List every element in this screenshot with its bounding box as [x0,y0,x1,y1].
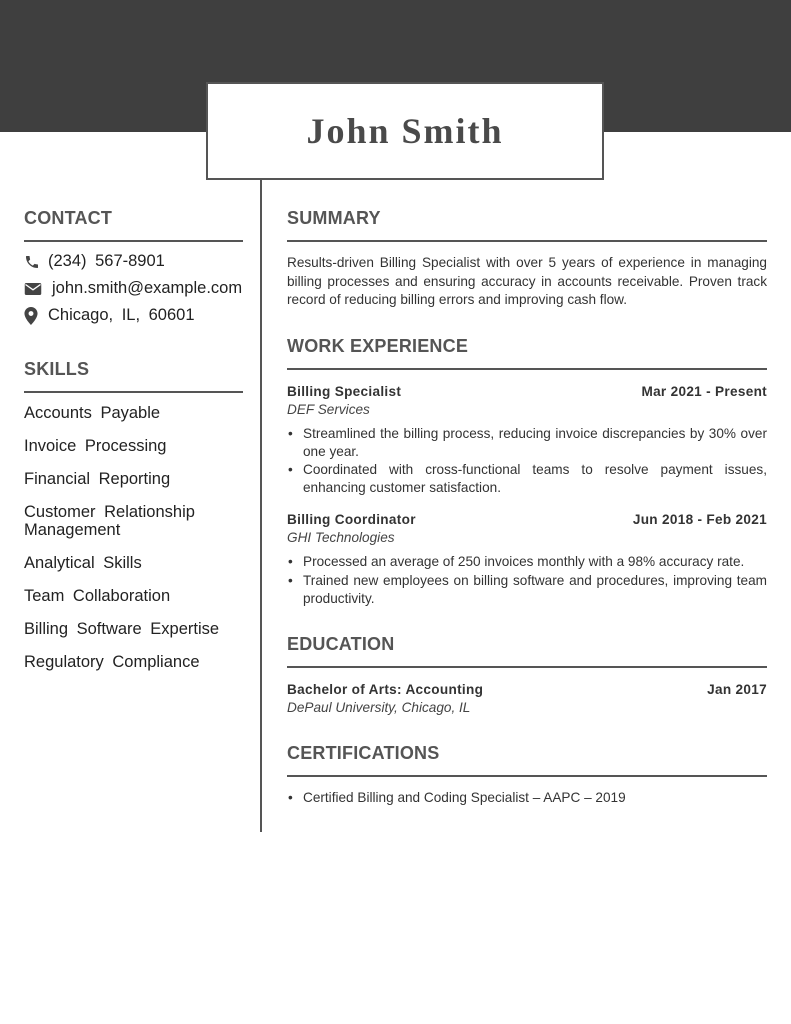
candidate-name: John Smith [306,111,504,151]
bullet-item: • Processed an average of 250 invoices monthly with a 98% accuracy rate. [287,553,767,571]
skill-item: Team Collaboration [24,587,171,605]
skill-item: Customer Relationship Management [24,503,195,539]
school: DePaul University, Chicago, IL [287,699,471,715]
skill-item: Invoice Processing [24,437,167,455]
skills-heading: SKILLS [24,359,243,393]
bullet-item: • Streamlined the billing process, reducing invoice discrepancies by 30% over one year. [287,425,767,461]
education-entry [287,681,767,717]
experience-heading: WORK EXPERIENCE [287,336,767,370]
job-company: DEF Services [287,401,370,417]
skill-item: Analytical Skills [24,554,142,572]
education-heading: EDUCATION [287,634,767,668]
job-bullets [287,553,767,608]
degree: Bachelor of Arts: Accounting [287,681,484,697]
job-dates: Jun 2018 - Feb 2021 [632,512,767,528]
job-dates: Mar 2021 - Present [641,383,767,399]
contact-email [24,279,243,298]
skills-section [24,359,243,671]
skill-item: Accounts Payable [24,404,161,422]
job-header [287,511,767,529]
column-divider [260,180,262,832]
experience-section [287,336,767,608]
location-text: Chicago, IL, 60601 [48,306,195,324]
summary-section [287,208,767,310]
education-section [287,634,767,717]
education-date: Jan 2017 [707,681,767,697]
left-column [24,208,243,686]
contact-location [24,306,243,325]
job-bullets [287,425,767,498]
right-column [287,208,767,807]
contact-phone [24,252,243,271]
education-header [287,681,767,699]
summary-text: Results-driven Billing Specialist with over 5 years of experience in managing billing processes and ensuring accuracy in accounts receivable. Proven track record of reducing billing errors and improving cash flow. [287,255,767,307]
contact-heading: CONTACT [24,208,243,242]
bullet-item: • Coordinated with cross-functional teams to resolve payment issues, enhancing customer satisfaction. [287,461,767,497]
skill-item: Financial Reporting [24,470,171,488]
name-box [206,82,604,180]
job-entry [287,511,767,608]
certifications-section [287,743,767,807]
job-header [287,383,767,401]
bullet-item: • Trained new employees on billing software and procedures, improving team productivity. [287,572,767,608]
phone-icon [24,252,48,271]
envelope-icon [24,279,52,298]
job-entry [287,383,767,498]
certification-list [287,789,767,807]
job-role: Billing Coordinator [287,512,416,528]
phone-text: (234) 567-8901 [48,252,165,270]
skill-item: Billing Software Expertise [24,620,220,638]
map-pin-icon [24,306,48,325]
summary-heading: SUMMARY [287,208,767,242]
skill-list [24,404,243,671]
certifications-heading: CERTIFICATIONS [287,743,767,777]
skill-item: Regulatory Compliance [24,653,200,671]
contact-list [24,252,243,325]
email-text: john.smith@example.com [52,279,243,297]
certification-item: • Certified Billing and Coding Specialist – AAPC – 2019 [287,789,767,807]
job-company: GHI Technologies [287,530,395,546]
job-role: Billing Specialist [287,383,402,399]
